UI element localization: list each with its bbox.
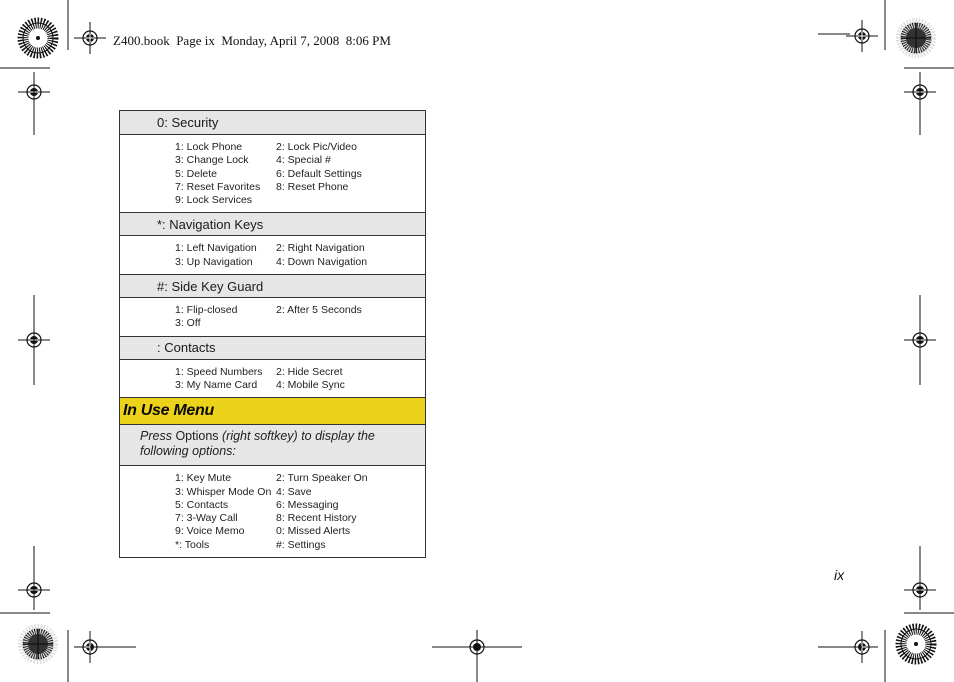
option-item: 9: Lock Services — [175, 194, 253, 207]
option-item: 3: My Name Card — [175, 378, 258, 391]
option-item: 5: Delete — [175, 167, 218, 180]
in-use-menu-heading — [120, 398, 425, 425]
in-use-menu-title: In Use Menu — [123, 402, 214, 420]
options-grid — [175, 242, 425, 269]
in-use-instructions — [120, 425, 425, 466]
option-item: 2: After 5 Seconds — [276, 304, 362, 317]
option-item: 3: Up Navigation — [175, 255, 253, 268]
option-item: 8: Reset Phone — [276, 180, 349, 193]
option-item: 1: Speed Numbers — [175, 365, 263, 378]
option-item: 3: Off — [175, 317, 201, 330]
instr-rest: (right softkey) to display the following options: — [140, 429, 375, 459]
crosshair-icon — [18, 76, 50, 108]
starburst-icon — [23, 629, 53, 659]
option-item: 2: Right Navigation — [276, 242, 365, 255]
crosshair-icon — [904, 574, 936, 606]
section-title: 0: Security — [157, 115, 219, 130]
options-grid — [175, 366, 425, 393]
option-item: 1: Flip-closed — [175, 304, 238, 317]
option-item: 9: Voice Memo — [175, 525, 245, 538]
section-header-side-key-guard — [120, 275, 425, 298]
option-item: 0: Missed Alerts — [276, 525, 351, 538]
option-item: 1: Key Mute — [175, 472, 232, 485]
section-options-navigation-keys — [120, 236, 425, 275]
section-header-security — [120, 111, 425, 135]
crosshair-icon — [846, 20, 878, 52]
section-header-contacts — [120, 337, 425, 360]
option-item: 1: Lock Phone — [175, 141, 243, 153]
option-item: 1: Left Navigation — [175, 242, 257, 255]
instr-options-key: Options — [175, 429, 219, 444]
section-options-side-key-guard — [120, 298, 425, 337]
crosshair-icon — [461, 631, 493, 663]
starburst-icon — [23, 23, 53, 53]
section-header-navigation-keys — [120, 213, 425, 236]
section-title: : Contacts — [157, 340, 216, 356]
instr-press: Press — [140, 429, 176, 444]
option-item: 4: Mobile Sync — [276, 378, 345, 391]
option-item: 7: 3-Way Call — [175, 512, 238, 525]
options-grid — [175, 141, 425, 207]
option-item: *: Tools — [175, 538, 210, 551]
print-header: Z400.book Page ix Monday, April 7, 2008 8:06 PM — [113, 33, 391, 48]
option-item: 2: Lock Pic/Video — [276, 141, 357, 153]
option-item: #: Settings — [276, 538, 326, 551]
crosshair-icon — [74, 22, 106, 54]
crosshair-icon — [74, 631, 106, 663]
option-item: 6: Default Settings — [276, 167, 362, 180]
crosshair-icon — [18, 324, 50, 356]
menu-table — [119, 110, 426, 558]
option-item: 4: Special # — [276, 154, 331, 167]
section-options-security — [120, 135, 425, 213]
option-item: 8: Recent History — [276, 512, 357, 525]
option-item: 6: Messaging — [276, 498, 339, 511]
options-grid — [175, 472, 425, 552]
section-title: *: Navigation Keys — [157, 216, 264, 232]
crosshair-icon — [846, 631, 878, 663]
section-title: #: Side Key Guard — [157, 278, 264, 294]
section-options-contacts — [120, 360, 425, 399]
option-item: 5: Contacts — [175, 498, 229, 511]
starburst-icon — [901, 629, 931, 659]
option-item: 4: Save — [276, 485, 312, 498]
crosshair-icon — [904, 76, 936, 108]
option-item: 3: Whisper Mode On — [175, 485, 272, 498]
option-item: 2: Hide Secret — [276, 365, 343, 378]
option-item: 4: Down Navigation — [276, 255, 368, 268]
starburst-icon — [901, 23, 931, 53]
option-item: 7: Reset Favorites — [175, 180, 261, 193]
section-options-in-use — [120, 466, 425, 557]
crosshair-icon — [904, 324, 936, 356]
option-item: 3: Change Lock — [175, 154, 249, 167]
options-grid — [175, 304, 425, 331]
crosshair-icon — [18, 574, 50, 606]
page-number: ix — [834, 567, 845, 583]
option-item: 2: Turn Speaker On — [276, 472, 368, 485]
